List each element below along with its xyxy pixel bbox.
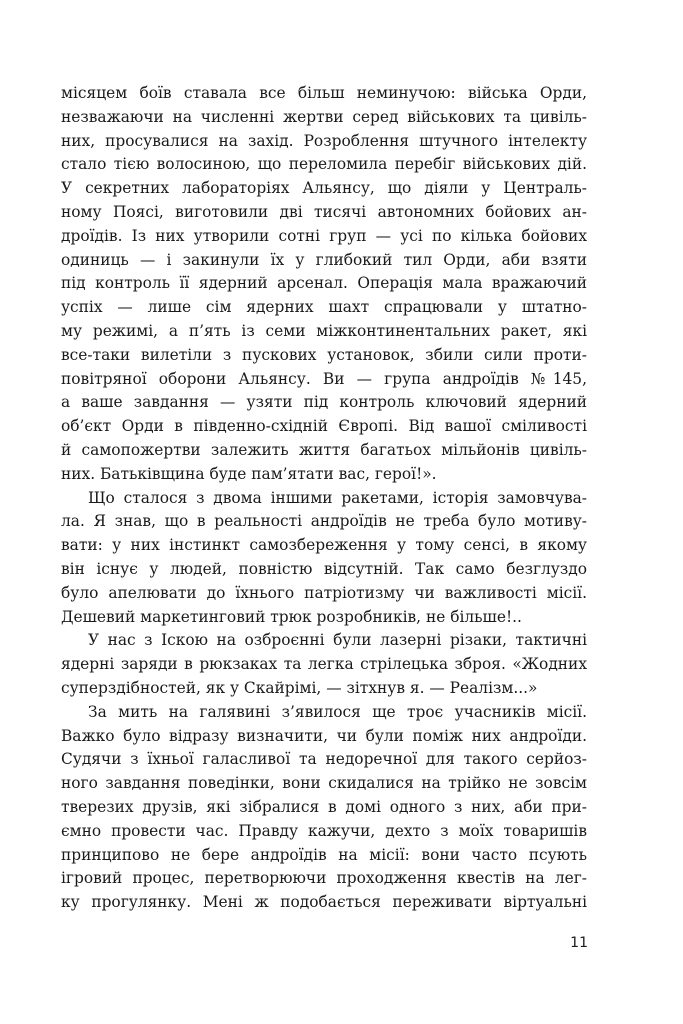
text-line: Що сталося з двома іншими ракетами, історія замовчува- [88,488,587,507]
text-line: об’єкт Орди в південно-східній Європі. Від вашої сміливості [61,417,587,436]
text-line: вати: у них інстинкт самозбереження у тому сенсі, в якому [61,536,587,555]
text-line: ігровий процес, перетворюючи проходження квестів на лег- [61,869,587,888]
text-line: У секретних лабораторіях Альянсу, що діяли у Централь- [61,179,587,198]
text-line: ємно провести час. Правду кажучи, дехто з моїх товаришів [61,821,587,840]
text-line: й самопожертви залежить життя багатьох мільйонів цивіль- [61,440,587,459]
text-line: Важко було відразу визначити, чи були поміж них андроїди. [61,726,587,745]
text-line: одиниць — і закинули їх у глибокий тил Орди, аби взяти [61,250,587,269]
text-line: було апелювати до їхнього патріотизму чи важливості місії. [61,583,587,602]
text-line: він існує у людей, повністю відсутній. Так само безглуздо [61,559,587,578]
text-line: повітряної оборони Альянсу. Ви — група андроїдів №145, [61,369,587,388]
text-line: Дешевий маркетинговий трюк розробників, не більше!.. [61,607,522,626]
text-line: дроїдів. Із них утворили сотні груп — усі по кілька бойових [61,226,587,245]
text-line: під контроль її ядерний арсенал. Операція мала вражаючий [61,274,587,293]
text-line: ного завдання поведінки, вони скидалися на трійко не зовсім [61,774,587,793]
text-line: а ваше завдання — узяти під контроль ключовий ядерний [61,393,587,412]
text-line: успіх — лише сім ядерних шахт спрацювали у штатно- [61,298,587,317]
text-line: незважаючи на численні жертви серед військових та цивіль- [61,107,587,126]
text-line: все-таки вилетіли з пускових установок, збили сили проти- [61,345,587,364]
text-line: місяцем боїв ставала все більш неминучою: війська Орди, [61,84,587,102]
text-line: них. Батьківщина буде пам’ятати вас, герої!». [61,464,437,483]
text-line: ному Поясі, виготовили дві тисячі автономних бойових ан- [61,202,587,221]
text-line: стало тією волосиною, що переломила перебіг військових дій. [61,155,587,174]
page-number: 11 [570,935,588,951]
text-line: му режимі, а п’ять із семи міжконтинентальних ракет, які [61,321,587,340]
text-line: них, просувалися на захід. Розроблення штучного інтелекту [61,131,587,150]
text-line: суперздібностей, як у Скайрімі, — зітхнув я. — Реалізм...» [61,678,538,697]
text-line: тверезих друзів, які зібралися в домі одного з них, аби при- [61,797,587,816]
text-line: ку прогулянку. Мені ж подобається переживати віртуальні [61,893,587,912]
text-line: принципово не бере андроїдів на місії: вони часто псують [61,845,587,864]
text-line: За мить на галявині з’явилося ще троє учасників місії. [88,702,587,721]
text-line: Судячи з їхньої галасливої та недоречної для такого серйоз- [61,750,587,769]
text-line: ла. Я знав, що в реальності андроїдів не треба було мотиву- [61,512,587,531]
text-line: ядерні заряди в рюкзаках та легка стрілецька зброя. «Жодних [61,655,587,674]
text-line: У нас з Іскою на озброєнні були лазерні різаки, тактичні [88,631,587,650]
book-page-body [61,82,587,915]
